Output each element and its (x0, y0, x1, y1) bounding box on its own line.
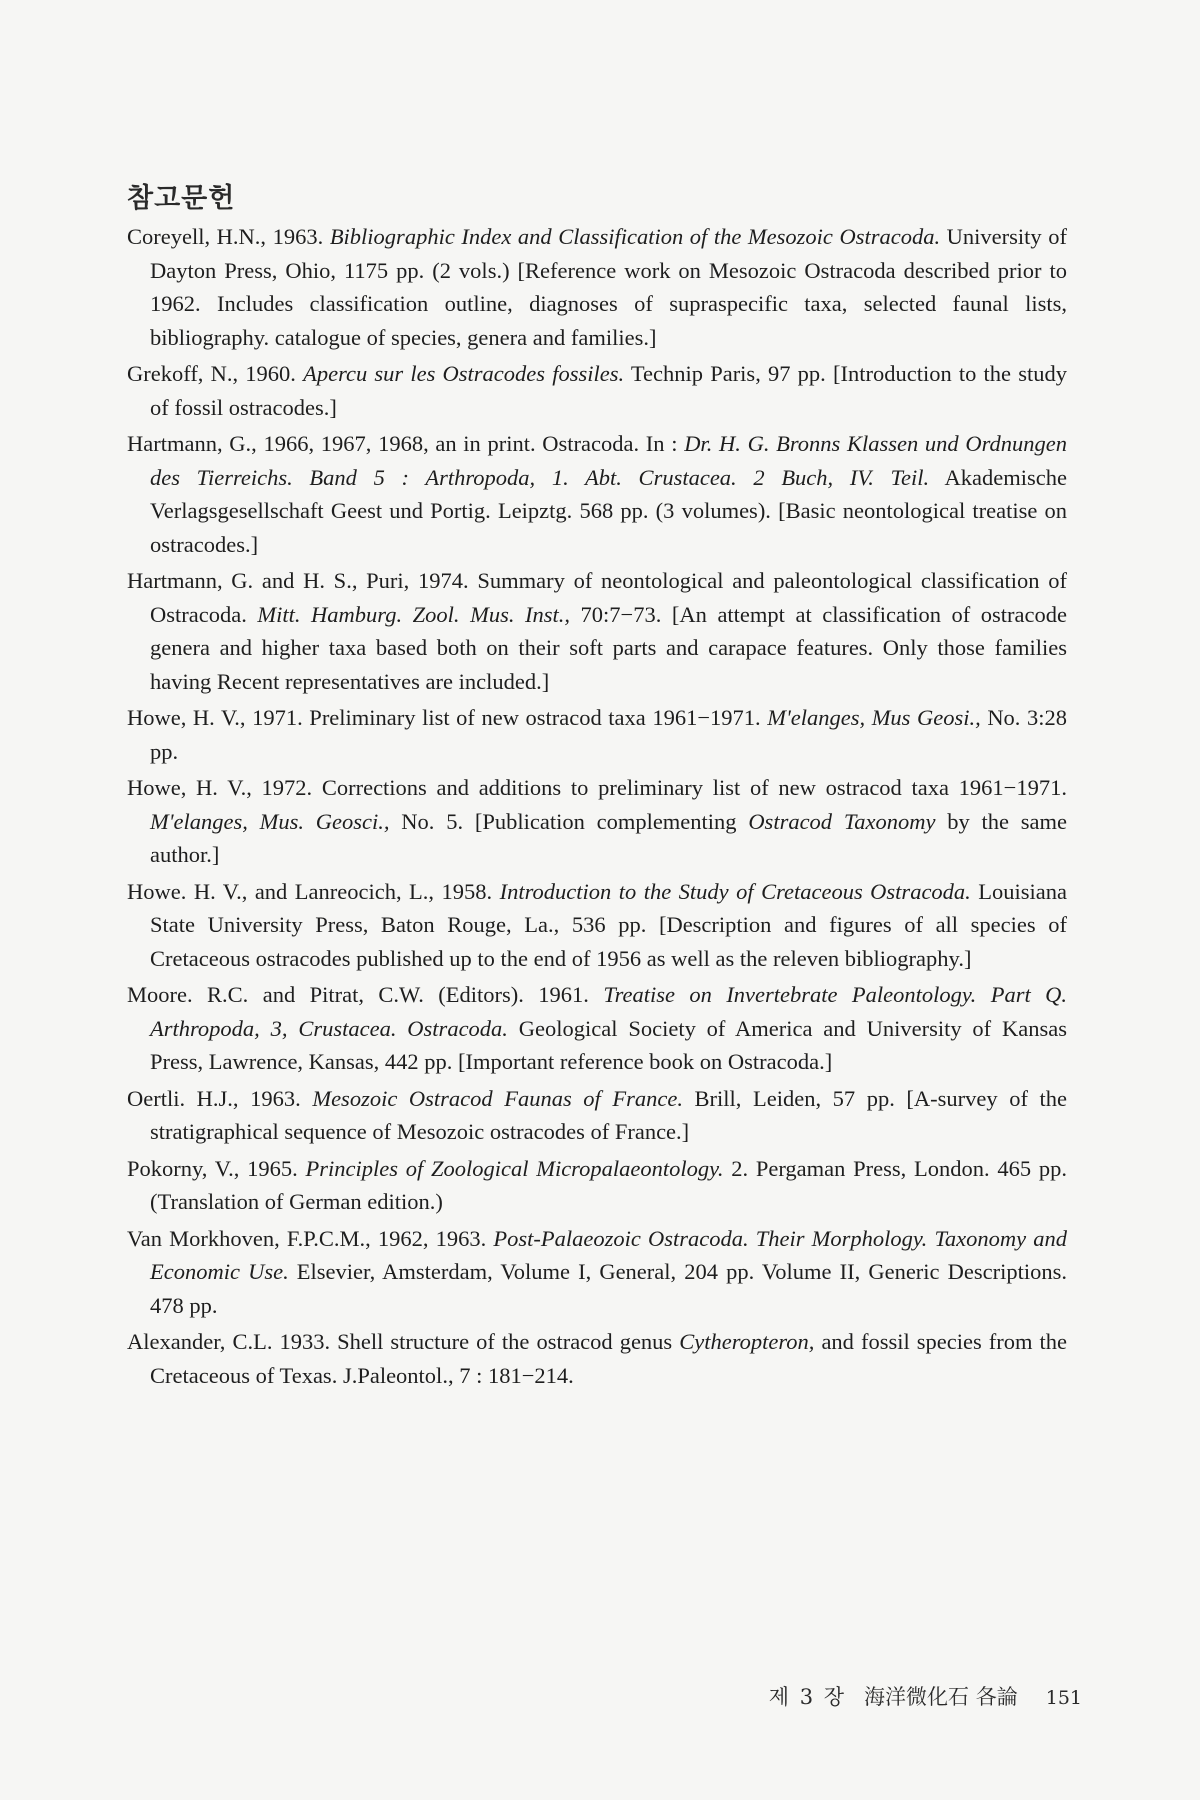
chapter-label: 제 3 장 (768, 1685, 847, 1709)
reference-entry (127, 701, 1067, 768)
reference-text: University of Dayton Press, Ohio, 1175 pp. (2 vols.) [Reference work on Mesozoic Ostracoda described prior to 1962. Includes classification outline, diagnoses of supraspecific taxa, selected faunal lists, bibliography. catalogue of species, genera and families.] (150, 224, 1067, 350)
reference-text: 70:7−73. [An attempt at classification of ostracode genera and higher taxa based both on their soft parts and carapace features. Only those families having Recent representatives are included.] (150, 601, 1067, 694)
reference-title: M'elanges, Mus Geosi., (767, 705, 981, 730)
reference-entry (127, 1152, 1067, 1219)
reference-text: Howe, H. V., 1971. Preliminary list of new ostracod taxa 1961−1971. (127, 705, 768, 730)
reference-title: Mitt. Hamburg. Zool. Mus. Inst., (257, 601, 570, 627)
reference-text: Van Morkhoven, F.P.C.M., 1962, 1963. (127, 1225, 494, 1251)
reference-list (127, 220, 1067, 1395)
reference-entry (127, 875, 1067, 976)
reference-text: Pokorny, V., 1965. (127, 1155, 306, 1181)
reference-title: Dr. H. G. Bronns Klassen und Ordnungen des Tierreichs. Band 5 : Arthropoda, 1. Abt. Crustacea. 2 Buch, IV. Teil. (150, 431, 1068, 490)
reference-title: Post-Palaeozoic Ostracoda. Their Morphology. Taxonomy and Economic Use. (150, 1225, 1067, 1284)
reference-title: Principles of Zoological Micropalaeontology. (305, 1155, 724, 1181)
reference-text: No. 3:28 pp. (150, 705, 1067, 764)
reference-title: Apercu sur les Ostracodes fossiles. (303, 361, 625, 386)
reference-text: Hartmann, G., 1966, 1967, 1968, an in print. Ostracoda. In : (127, 431, 685, 456)
reference-entry (127, 1325, 1067, 1392)
reference-title: Ostracod Taxonomy (748, 808, 936, 834)
reference-text: No. 5. [Publication complementing (389, 808, 749, 834)
reference-text: Grekoff, N., 1960. (127, 361, 304, 386)
reference-text: Coreyell, H.N., 1963. (127, 224, 330, 249)
reference-text: Technip Paris, 97 pp. [Introduction to the study of fossil ostracodes.] (150, 361, 1067, 420)
reference-text: Hartmann, G. and H. S., Puri, 1974. Summary of neontological and paleontological classification of Ostracoda. (127, 568, 1067, 627)
reference-entry (127, 1222, 1067, 1323)
reference-entry (127, 771, 1067, 872)
reference-entry (127, 427, 1067, 561)
reference-title: Bibliographic Index and Classification of the Mesozoic Ostracoda. (329, 224, 941, 249)
reference-entry (127, 357, 1067, 424)
reference-text: Elsevier, Amsterdam, Volume I, General, 204 pp. Volume II, Generic Descriptions. 478 pp. (150, 1259, 1067, 1318)
reference-text: Louisiana State University Press, Baton Rouge, La., 536 pp. [Description and figures of all species of Cretaceous ostracodes published up to the end of 1956 as well as the releven bibliography.] (150, 878, 1068, 971)
reference-entry (127, 220, 1067, 354)
reference-text: Howe. H. V., and Lanreocich, L., 1958. (127, 878, 500, 904)
reference-text: Alexander, C.L. 1933. Shell structure of the ostracod genus (127, 1329, 680, 1354)
reference-text: Brill, Leiden, 57 pp. [A-survey of the stratigraphical sequence of Mesozoic ostracodes of France.] (150, 1085, 1067, 1144)
reference-text: Howe, H. V., 1972. Corrections and additions to preliminary list of new ostracod taxa 1961−1971. (127, 775, 1067, 800)
reference-title: Mesozoic Ostracod Faunas of France. (312, 1085, 683, 1111)
reference-text: by the same author.] (150, 808, 1068, 867)
section-heading: 참고문헌 (127, 183, 236, 214)
reference-entry (127, 1082, 1067, 1149)
reference-text: Oertli. H.J., 1963. (127, 1085, 313, 1111)
reference-entry (127, 978, 1067, 1079)
reference-text: Geological Society of America and University of Kansas Press, Lawrence, Kansas, 442 pp. [Important reference book on Ostracoda.] (150, 1015, 1067, 1074)
reference-text: and fossil species from the Cretaceous of Texas. J.Paleontol., 7 : 181−214. (150, 1329, 1068, 1388)
reference-text: 2. Pergaman Press, London. 465 pp. (Translation of German edition.) (150, 1155, 1067, 1214)
reference-entry (127, 564, 1067, 698)
reference-title: M'elanges, Mus. Geosci., (150, 808, 390, 834)
reference-title: Introduction to the Study of Cretaceous Ostracoda. (499, 878, 971, 904)
reference-title: Cytheropteron, (679, 1329, 815, 1354)
reference-title: Treatise on Invertebrate Paleontology. Part Q. Arthropoda, 3, Crustacea. Ostracoda. (150, 982, 1067, 1041)
page-number: 151 (1045, 1687, 1082, 1709)
reference-text: Moore. R.C. and Pitrat, C.W. (Editors). 1961. (127, 982, 604, 1007)
reference-text: Akademische Verlagsgesellschaft Geest und Portig. Leipztg. 568 pp. (3 volumes). [Basic neontological treatise on ostracodes.] (150, 464, 1068, 557)
page-footer (0, 1681, 1200, 1711)
section-title: 海洋微化石 各論 (864, 1685, 1018, 1709)
